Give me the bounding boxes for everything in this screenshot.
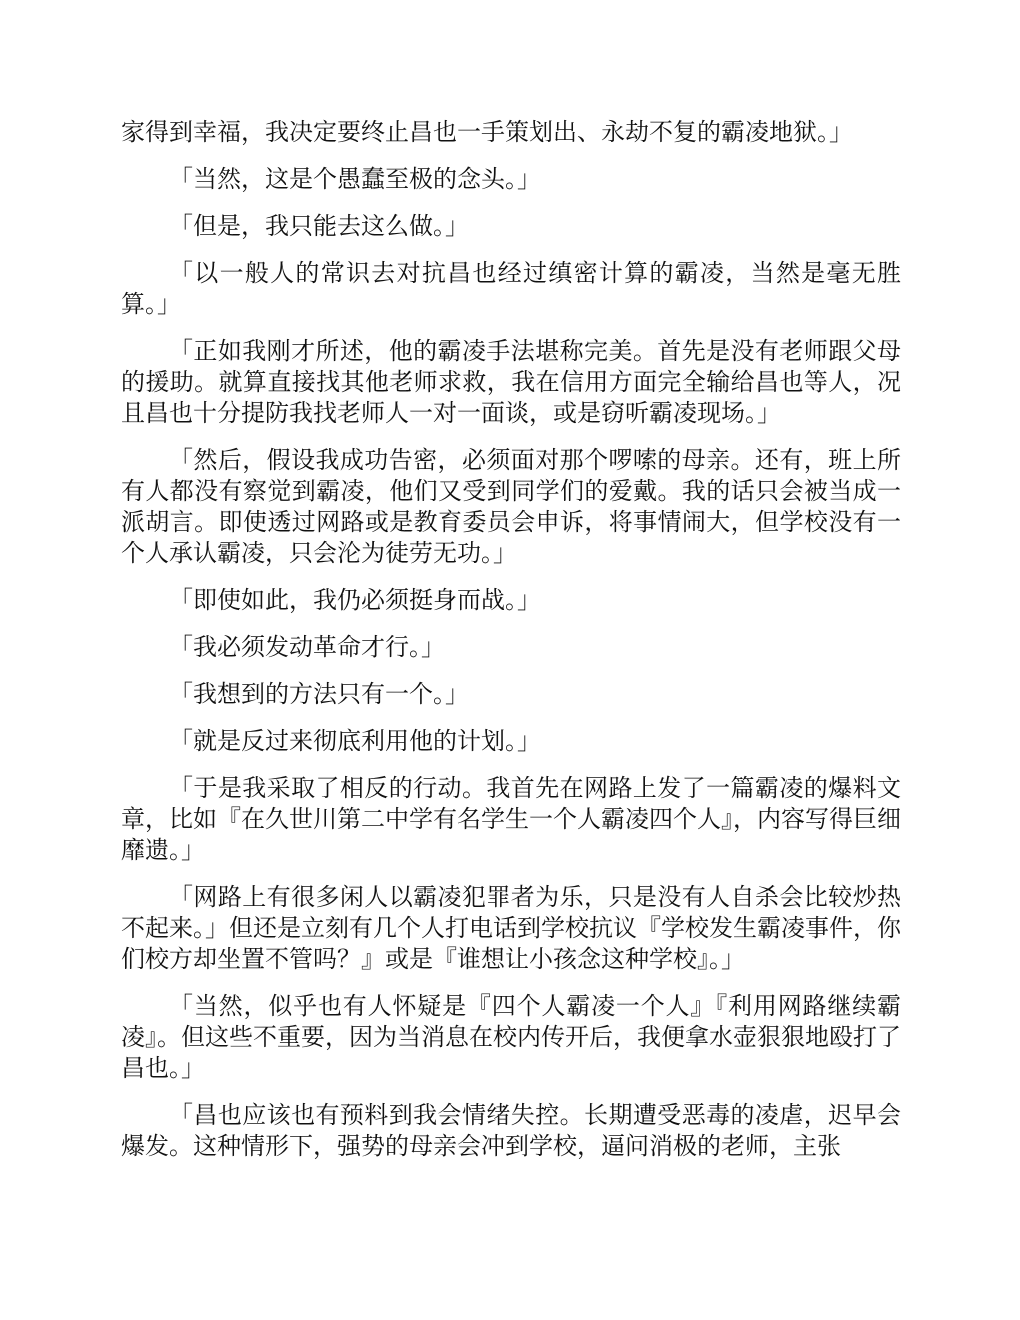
paragraph: 「然后，假设我成功告密，必须面对那个啰嗦的母亲。还有，班上所有人都没有察觉到霸凌，他们又受到同学们的爱戴。我的话只会被当成一派胡言。即使透过网路或是教育委员会申诉，将事情闹大，但学校没有一个人承认霸凌，只会沦为徒劳无功。」 bbox=[121, 446, 901, 567]
body-text bbox=[121, 117, 901, 1178]
paragraph: 「网路上有很多闲人以霸凌犯罪者为乐，只是没有人自杀会比较炒热不起来。」但还是立刻有几个人打电话到学校抗议『学校发生霸凌事件，你们校方却坐置不管吗？』或是『谁想让小孩念这种学校』。」 bbox=[121, 883, 901, 973]
paragraph: 「以一般人的常识去对抗昌也经过缜密计算的霸凌，当然是毫无胜算。」 bbox=[121, 259, 901, 318]
paragraph: 「于是我采取了相反的行动。我首先在网路上发了一篇霸凌的爆料文章，比如『在久世川第二中学有名学生一个人霸凌四个人』，内容写得巨细靡遗。」 bbox=[121, 774, 901, 864]
paragraph: 「但是，我只能去这么做。」 bbox=[169, 212, 469, 240]
paragraph: 「即使如此，我仍必须挺身而战。」 bbox=[169, 586, 541, 614]
paragraph: 「当然，这是个愚蠢至极的念头。」 bbox=[169, 165, 541, 193]
paragraph: 「就是反过来彻底利用他的计划。」 bbox=[169, 727, 541, 755]
paragraph: 「正如我刚才所述，他的霸凌手法堪称完美。首先是没有老师跟父母的援助。就算直接找其他老师求救，我在信用方面完全输给昌也等人，况且昌也十分提防我找老师人一对一面谈，或是窃听霸凌现场。」 bbox=[121, 337, 901, 427]
paragraph: 「我想到的方法只有一个。」 bbox=[169, 680, 469, 708]
paragraph: 「当然，似乎也有人怀疑是『四个人霸凌一个人』『利用网路继续霸凌』。但这些不重要，因为当消息在校内传开后，我便拿水壶狠狠地殴打了昌也。」 bbox=[121, 992, 901, 1082]
paragraph: 家得到幸福，我决定要终止昌也一手策划出、永劫不复的霸凌地狱。」 bbox=[121, 118, 853, 146]
paragraph: 「昌也应该也有预料到我会情绪失控。长期遭受恶毒的凌虐，迟早会爆发。这种情形下，强势的母亲会冲到学校，逼问消极的老师，主张 bbox=[121, 1101, 901, 1160]
paragraph: 「我必须发动革命才行。」 bbox=[169, 633, 445, 661]
